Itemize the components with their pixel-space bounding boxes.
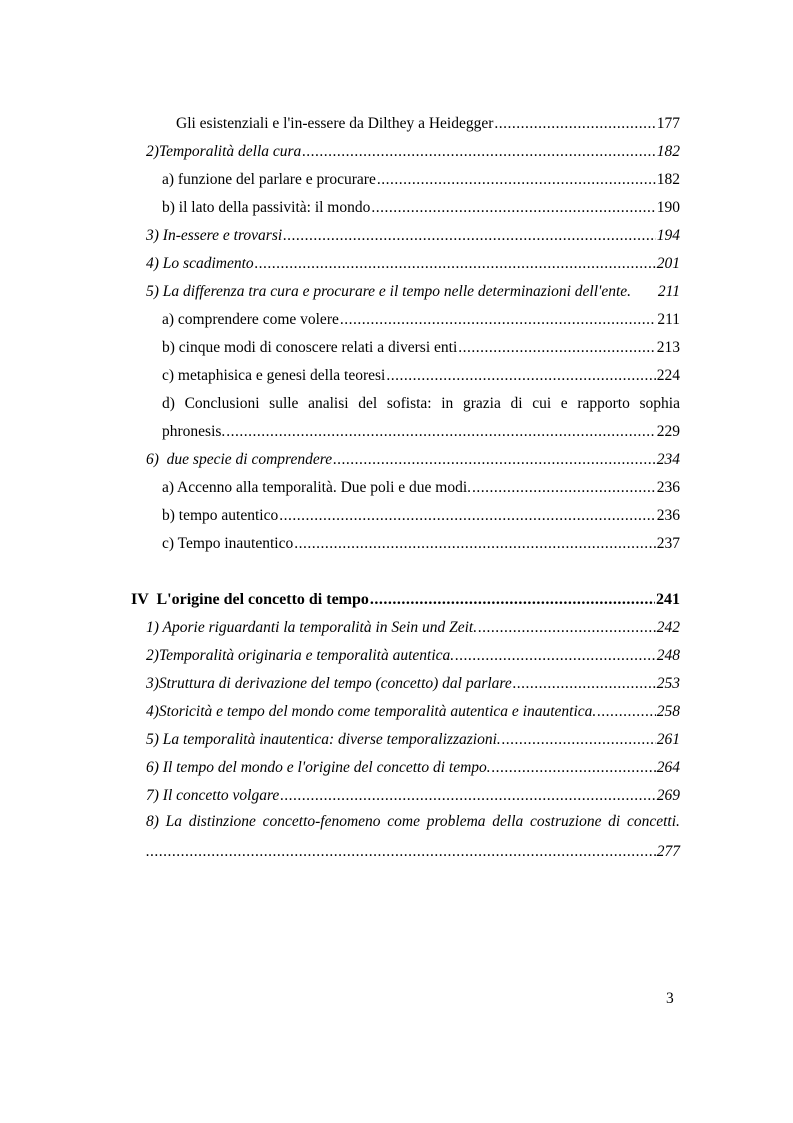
dot-leader bbox=[458, 338, 655, 358]
dot-leader bbox=[386, 366, 655, 386]
toc-entry-page: 182 bbox=[656, 171, 680, 188]
toc-entry-label: a) funzione del parlare e procurare bbox=[162, 171, 376, 188]
dot-leader bbox=[340, 310, 656, 330]
toc-entry-page: 258 bbox=[656, 703, 680, 720]
toc-entry-page: 224 bbox=[656, 367, 680, 384]
toc-entry bbox=[162, 506, 680, 526]
toc-entry-page: 213 bbox=[656, 339, 680, 356]
dot-leader bbox=[370, 590, 655, 610]
toc-entry bbox=[162, 170, 680, 190]
toc-entry-label-line1 bbox=[146, 808, 680, 836]
toc-entry bbox=[162, 422, 680, 442]
dot-leader bbox=[478, 618, 656, 638]
toc-entry bbox=[146, 702, 680, 722]
toc-entry-label: 6) due specie di comprendere bbox=[146, 451, 333, 468]
toc-entry-page: 190 bbox=[656, 199, 680, 216]
word: analisi bbox=[308, 395, 349, 412]
dot-leader bbox=[492, 758, 656, 778]
word: di bbox=[510, 395, 523, 412]
word: 8) bbox=[146, 813, 159, 830]
word: sophia bbox=[639, 395, 680, 412]
word: La bbox=[165, 813, 183, 830]
toc-entry bbox=[146, 646, 680, 666]
toc-entry bbox=[146, 282, 680, 302]
toc-entry-label: a) comprendere come volere bbox=[162, 311, 339, 328]
toc-entry-page: 229 bbox=[656, 423, 680, 440]
toc-chapter-label: IV L'origine del concetto di tempo bbox=[131, 591, 369, 608]
toc-entry-page: 253 bbox=[656, 675, 680, 692]
toc-entry-page: 242 bbox=[656, 619, 680, 636]
toc-entry-label: b) il lato della passività: il mondo bbox=[162, 199, 371, 216]
toc-entry-page: 236 bbox=[656, 479, 680, 496]
toc-entry-label: 1) Aporie riguardanti la temporalità in Sein und Zeit. bbox=[146, 619, 478, 636]
toc-entry bbox=[146, 842, 680, 862]
toc-chapter-heading bbox=[131, 590, 680, 610]
toc-entry-label: 5) La differenza tra cura e procurare e il tempo nelle determinazioni dell'ente. bbox=[146, 283, 632, 300]
toc-entry-label: Gli esistenziali e l'in-essere da Dilthey a Heidegger bbox=[176, 115, 494, 132]
toc-entry bbox=[162, 478, 680, 498]
toc-entry-page: 237 bbox=[656, 535, 680, 552]
dot-leader bbox=[494, 114, 655, 134]
toc-entry-label: 4) Lo scadimento bbox=[146, 255, 254, 272]
toc-entry-label: 4)Storicità e tempo del mondo come temporalità autentica e inautentica. bbox=[146, 703, 597, 720]
dot-leader bbox=[371, 198, 655, 218]
dot-leader bbox=[513, 674, 656, 694]
toc-entry-label: b) tempo autentico bbox=[162, 507, 279, 524]
toc-entry-label-line1 bbox=[162, 390, 680, 418]
toc-entry-label: a) Accenno alla temporalità. Due poli e due modi. bbox=[162, 479, 472, 496]
toc-entry-label: 3) In-essere e trovarsi bbox=[146, 227, 283, 244]
toc-entry-page: 211 bbox=[657, 283, 680, 300]
word: grazia bbox=[462, 395, 501, 412]
toc-entry bbox=[146, 142, 680, 162]
dot-leader bbox=[455, 646, 656, 666]
dot-leader bbox=[472, 478, 656, 498]
word: sofista: bbox=[386, 395, 432, 412]
toc-entry-label: 2)Temporalità originaria e temporalità autentica. bbox=[146, 647, 455, 664]
page-number: 3 bbox=[666, 990, 674, 1007]
word: concetti. bbox=[626, 813, 680, 830]
word: concetto-fenomeno bbox=[262, 813, 381, 830]
toc-entry-multiline bbox=[162, 390, 680, 418]
word: costruzione bbox=[529, 813, 602, 830]
word: d) bbox=[162, 395, 175, 412]
toc-entry-page: 236 bbox=[656, 507, 680, 524]
dot-leader bbox=[283, 226, 656, 246]
toc-entry-label: 2)Temporalità della cura bbox=[146, 143, 302, 160]
word: cui bbox=[532, 395, 552, 412]
toc-entry bbox=[162, 534, 680, 554]
toc-entry-label: c) metaphisica e genesi della teoresi bbox=[162, 367, 386, 384]
toc-entry-page: 182 bbox=[656, 143, 680, 160]
word: come bbox=[387, 813, 420, 830]
dot-leader bbox=[280, 786, 655, 806]
toc-entry bbox=[146, 786, 680, 806]
word: della bbox=[492, 813, 524, 830]
toc-entry bbox=[162, 310, 680, 330]
word: e bbox=[560, 395, 568, 412]
toc-entry-label: b) cinque modi di conoscere relati a diversi enti bbox=[162, 339, 458, 356]
toc-entry-page: 234 bbox=[656, 451, 680, 468]
toc-entry-label: 7) Il concetto volgare bbox=[146, 787, 280, 804]
toc-entry-label: 5) La temporalità inautentica: diverse temporalizzazioni. bbox=[146, 731, 501, 748]
toc-chapter-page: 241 bbox=[656, 591, 680, 608]
toc-entry bbox=[162, 338, 680, 358]
toc-entry-page: 211 bbox=[657, 311, 680, 328]
toc-entry-page: 269 bbox=[656, 787, 680, 804]
word: rapporto bbox=[577, 395, 630, 412]
dot-leader bbox=[146, 842, 656, 862]
toc-entry bbox=[162, 198, 680, 218]
word: Conclusioni bbox=[184, 395, 260, 412]
toc-entry-label: phronesis. bbox=[162, 423, 226, 440]
toc-entry-page: 194 bbox=[656, 227, 680, 244]
dot-leader bbox=[255, 254, 656, 274]
dot-leader bbox=[377, 170, 656, 190]
dot-leader bbox=[302, 142, 655, 162]
toc-entry-page: 277 bbox=[656, 843, 680, 860]
word: di bbox=[608, 813, 621, 830]
toc-entry bbox=[146, 618, 680, 638]
dot-leader bbox=[333, 450, 656, 470]
toc-entry bbox=[146, 730, 680, 750]
toc-entry-page: 177 bbox=[656, 115, 680, 132]
word: del bbox=[358, 395, 378, 412]
word: distinzione bbox=[188, 813, 256, 830]
toc-entry bbox=[162, 366, 680, 386]
toc-entry-label: c) Tempo inautentico bbox=[162, 535, 294, 552]
toc-entry-page: 261 bbox=[656, 731, 680, 748]
word: in bbox=[441, 395, 454, 412]
dot-leader bbox=[279, 506, 656, 526]
word: sulle bbox=[269, 395, 299, 412]
toc-entry bbox=[146, 674, 680, 694]
toc-entry-multiline bbox=[146, 808, 680, 836]
toc-entry-page: 264 bbox=[656, 759, 680, 776]
toc-entry bbox=[176, 114, 680, 134]
dot-leader bbox=[294, 534, 656, 554]
dot-leader bbox=[597, 702, 655, 722]
toc-entry bbox=[146, 758, 680, 778]
word: problema bbox=[426, 813, 486, 830]
dot-leader bbox=[226, 422, 655, 442]
toc-entry bbox=[146, 450, 680, 470]
dot-leader bbox=[502, 730, 656, 750]
toc-entry bbox=[146, 226, 680, 246]
toc-entry-page: 248 bbox=[656, 647, 680, 664]
toc-entry-label: 3)Struttura di derivazione del tempo (concetto) dal parlare bbox=[146, 675, 512, 692]
toc-entry bbox=[146, 254, 680, 274]
toc-entry-page: 201 bbox=[656, 255, 680, 272]
toc-entry-label: 6) Il tempo del mondo e l'origine del concetto di tempo. bbox=[146, 759, 491, 776]
